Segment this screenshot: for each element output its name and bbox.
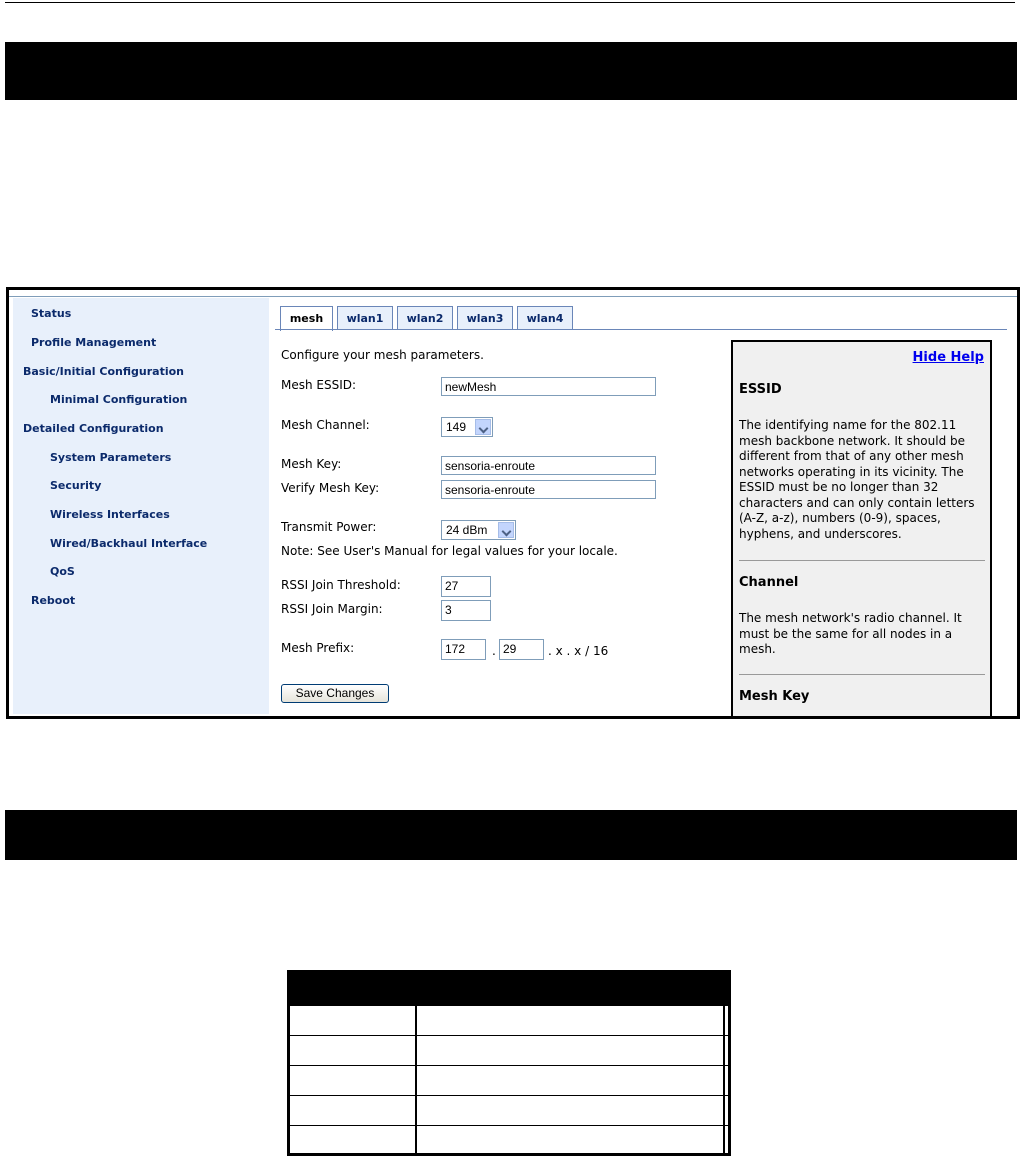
sidebar-item-reboot[interactable]: Reboot [31,594,76,607]
tab-wlan4[interactable]: wlan4 [517,306,573,329]
hide-help-link[interactable]: Hide Help [912,350,984,365]
table-cell [417,1006,725,1035]
help-title-essid: ESSID [739,382,782,397]
table-cell [417,1096,725,1125]
section-header-bar [5,42,1017,100]
table-row [290,1066,728,1096]
table-cell [290,1006,417,1035]
help-title-channel: Channel [739,575,799,590]
mesh-channel-select[interactable] [441,417,493,437]
verify-mesh-key-input[interactable]: sensoria-enroute [441,480,656,499]
help-text-essid: The identifying name for the 802.11 mesh backbone network. It should be different from that of any other mesh networks operating in its vicinity. The ESSID must be no longer than 32 characters and can only contain letters (A-Z, a-z), numbers (0-9), spaces, hyphens, and underscores. [739,418,975,541]
transmit-power-value: 24 dBm [446,523,488,537]
table-row [290,1006,728,1036]
sidebar-item-basic-initial-configuration[interactable]: Basic/Initial Configuration [23,365,184,378]
rssi-join-threshold-input[interactable]: 27 [441,576,491,597]
mesh-prefix-suffix: . x . x / 16 [548,644,609,658]
tab-mesh[interactable]: mesh [280,306,333,331]
tab-wlan2[interactable]: wlan2 [397,306,453,329]
frame-top-rule [9,296,1017,297]
mesh-key-input[interactable]: sensoria-enroute [441,456,656,475]
chevron-down-icon[interactable] [475,419,491,435]
main-panel [275,298,1013,714]
mesh-essid-input[interactable]: newMesh [441,377,656,396]
table-header [290,973,728,1006]
sidebar-item-wireless-interfaces[interactable]: Wireless Interfaces [50,508,170,521]
tab-wlan1[interactable]: wlan1 [337,306,393,329]
screenshot-frame [6,287,1020,719]
sidebar [13,298,269,714]
rssi-join-margin-label: RSSI Join Margin: [281,602,383,616]
tab-strip-rule [275,329,1007,330]
table-row [290,1126,728,1156]
sidebar-item-profile-management[interactable]: Profile Management [31,336,157,349]
table-cell [417,1126,725,1156]
rssi-join-margin-input[interactable]: 3 [441,600,491,621]
sidebar-item-minimal-configuration[interactable]: Minimal Configuration [50,393,188,406]
sidebar-item-status[interactable]: Status [31,307,72,320]
table-cell [290,1126,417,1156]
sidebar-item-qos[interactable]: QoS [50,565,75,578]
table-cell [290,1066,417,1095]
blank-table [287,970,731,1156]
section-header-bar [5,810,1017,860]
table-cell [417,1036,725,1065]
rssi-join-threshold-label: RSSI Join Threshold: [281,578,401,592]
mesh-channel-label: Mesh Channel: [281,418,370,432]
table-cell [417,1066,725,1095]
transmit-power-note: Note: See User's Manual for legal values for your locale. [281,544,618,558]
page-top-rule [5,2,1015,3]
mesh-key-label: Mesh Key: [281,457,342,471]
table-row [290,1036,728,1066]
chevron-down-icon[interactable] [498,522,514,538]
sidebar-item-system-parameters[interactable]: System Parameters [50,451,172,464]
verify-mesh-key-label: Verify Mesh Key: [281,481,380,495]
transmit-power-select[interactable] [441,520,516,540]
table-cell [290,1096,417,1125]
tab-wlan3[interactable]: wlan3 [457,306,513,329]
mesh-prefix-dot: . [492,644,496,658]
help-text-channel: The mesh network's radio channel. It must be the same for all nodes in a mesh. [739,611,962,656]
sidebar-item-wired-backhaul-interface[interactable]: Wired/Backhaul Interface [50,537,208,550]
table-cell [290,1036,417,1065]
table-row [290,1096,728,1126]
help-divider [739,560,985,561]
help-title-mesh-key: Mesh Key [739,689,810,704]
save-changes-button[interactable]: Save Changes [281,684,389,703]
mesh-prefix-label: Mesh Prefix: [281,641,355,655]
transmit-power-label: Transmit Power: [281,520,377,534]
sidebar-item-detailed-configuration[interactable]: Detailed Configuration [23,422,164,435]
mesh-channel-value: 149 [446,420,467,434]
help-divider [739,674,985,675]
sidebar-item-security[interactable]: Security [50,479,102,492]
form-intro: Configure your mesh parameters. [281,348,484,362]
mesh-prefix-octet1-input[interactable]: 172 [441,639,486,660]
mesh-prefix-octet2-input[interactable]: 29 [499,639,544,660]
help-panel [731,340,992,719]
mesh-essid-label: Mesh ESSID: [281,378,357,392]
